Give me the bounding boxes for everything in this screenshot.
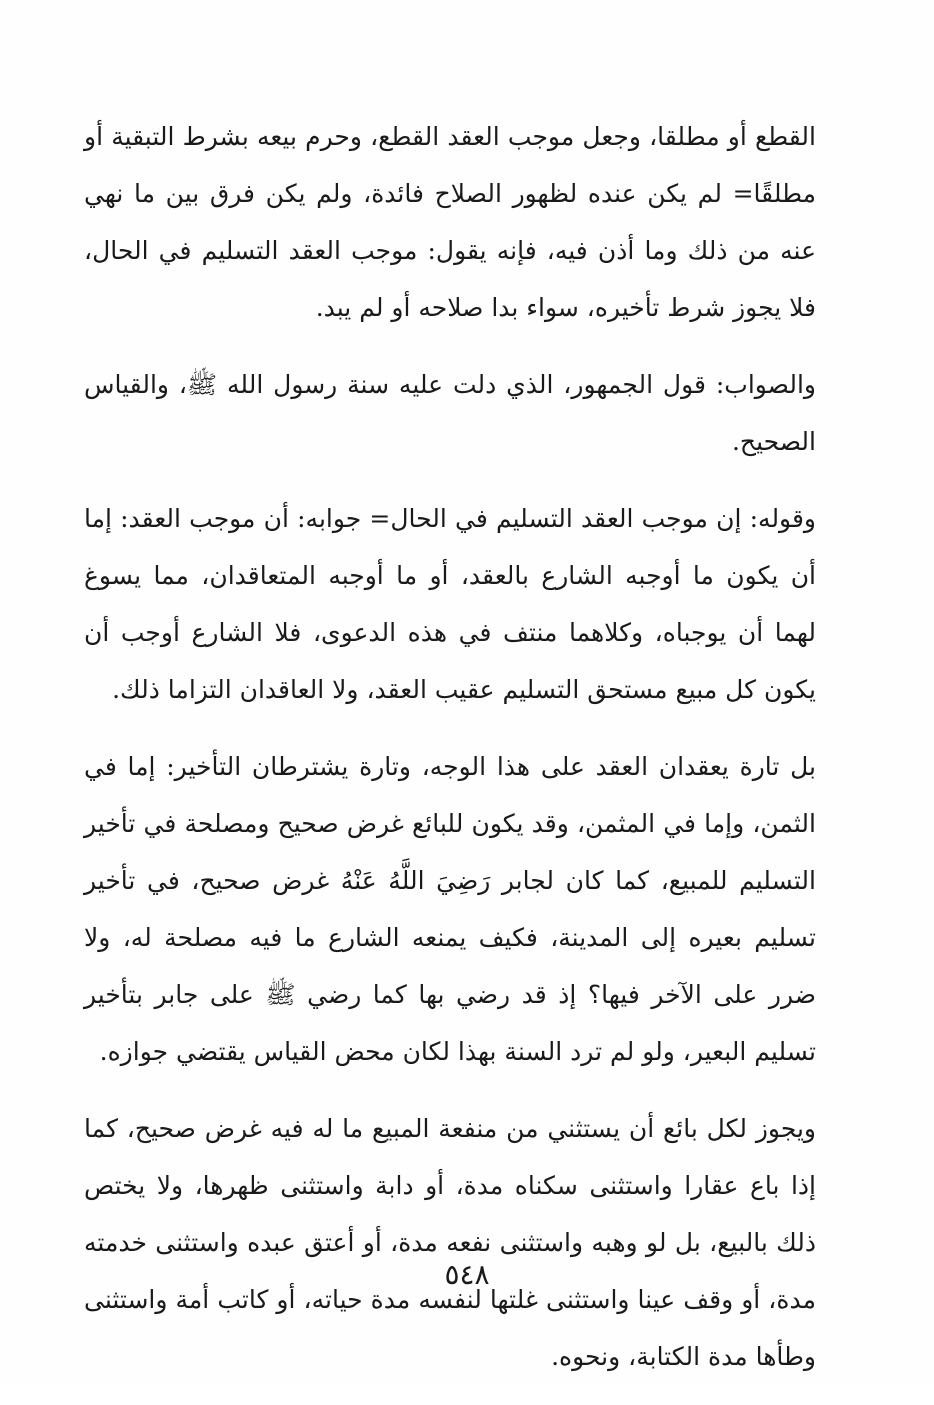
paragraph: القطع أو مطلقا، وجعل موجب العقد القطع، وحرم بيعه بشرط التبقية أو مطلقًا= لم يكن عنده لظهور الصلاح فائدة، ولم يكن فرق بين ما نهي عنه من ذلك وما أذن فيه، فإنه يقول: موجب العقد التسليم في الحال، فلا يجوز شرط تأخيره، سواء بدا صلاحه أو لم يبد. [84, 122, 816, 322]
paragraph: والصواب: قول الجمهور، الذي دلت عليه سنة رسول الله ﷺ، والقياس الصحيح. [84, 370, 816, 456]
paragraph: بل تارة يعقدان العقد على هذا الوجه، وتارة يشترطان التأخير: إما في الثمن، وإما في المثمن، وقد يكون للبائع غرض صحيح ومصلحة في تأخير التسليم للمبيع، كما كان لجابر رَضِيَ اللَّهُ عَنْهُ غرض صحيح، في تأخير تسليم بعيره إلى المدينة، فكيف يمنعه الشارع ما فيه مصلحة له، ولا ضرر على الآخر فيها؟ إذ قد رضي بها كما رضي ﷺ على جابر بتأخير تسليم البعير، ولو لم ترد السنة بهذا لكان محض القياس يقتضي جوازه. [84, 752, 816, 1066]
paragraph: وقوله: إن موجب العقد التسليم في الحال= جوابه: أن موجب العقد: إما أن يكون ما أوجبه الشارع بالعقد، أو ما أوجبه المتعاقدان، مما يسوغ لهما أن يوجباه، وكلاهما منتف في هذه الدعوى، فلا الشارع أوجب أن يكون كل مبيع مستحق التسليم عقيب العقد، ولا العاقدان التزاما ذلك. [84, 504, 816, 704]
page-body-text [84, 108, 816, 1405]
page-number: ٥٤٨ [444, 1258, 490, 1291]
paragraph: ويجوز لكل بائع أن يستثني من منفعة المبيع ما له فيه غرض صحيح، كما إذا باع عقارا واستثنى سكناه مدة، أو دابة واستثنى ظهرها، ولا يختص ذلك بالبيع، بل لو وهبه واستثنى نفعه مدة، أو أعتق عبده واستثنى خدمته مدة، أو وقف عينا واستثنى غلتها لنفسه مدة حياته، أو كاتب أمة واستثنى وطأها مدة الكتابة، ونحوه. [84, 1114, 816, 1371]
